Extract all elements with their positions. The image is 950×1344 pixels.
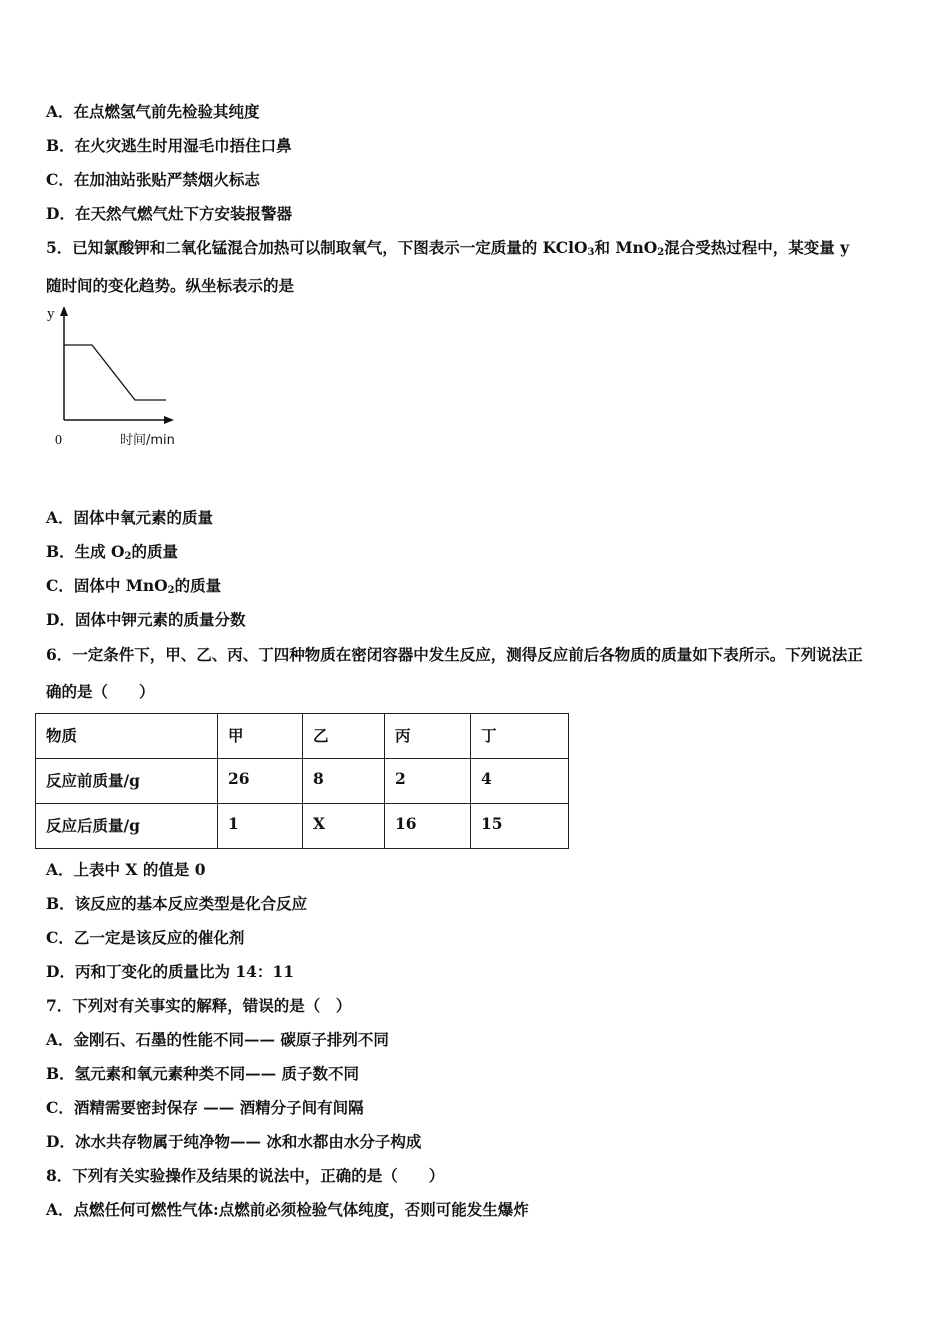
- table-cell: 物质: [36, 714, 218, 759]
- table-cell: 1: [218, 804, 303, 849]
- q5-option-d: D．固体中钾元素的质量分数: [46, 610, 246, 629]
- table-cell: 4: [471, 759, 569, 804]
- q4-option-c: C．在加油站张贴严禁烟火标志: [46, 170, 260, 189]
- q7-option-b: B．氢元素和氧元素种类不同—— 质子数不同: [46, 1064, 359, 1083]
- q7-option-c: C．酒精需要密封保存 —— 酒精分子间有间隔: [46, 1098, 364, 1117]
- table-cell: X: [303, 804, 385, 849]
- q4-option-b: B．在火灾逃生时用湿毛巾捂住口鼻: [46, 136, 292, 155]
- table-header-row: [36, 714, 569, 759]
- q7-option-d: D．冰水共存物属于纯净物—— 冰和水都由水分子构成: [46, 1132, 422, 1151]
- y-axis-label: y: [47, 306, 55, 322]
- table-row: [36, 804, 569, 849]
- q6-stem-line1: 6．一定条件下，甲、乙、丙、丁四种物质在密闭容器中发生反应，测得反应前后各物质的质量如下表所示。下列说法正: [46, 645, 863, 664]
- x-axis-label: 时间/min: [120, 433, 175, 448]
- q6-option-d: D．丙和丁变化的质量比为 14：11: [46, 962, 294, 981]
- origin-label: 0: [55, 433, 62, 448]
- table-row: [36, 759, 569, 804]
- q6-option-c: C．乙一定是该反应的催化剂: [46, 928, 245, 947]
- table-cell: 16: [385, 804, 471, 849]
- q5-option-b: B．生成 $O_2$的质量: [46, 542, 178, 562]
- table-cell: 乙: [303, 714, 385, 759]
- q8-option-a: A．点燃任何可燃性气体:点燃前必须检验气体纯度，否则可能发生爆炸: [46, 1200, 529, 1219]
- q6-option-b: B．该反应的基本反应类型是化合反应: [46, 894, 308, 913]
- table-cell: 15: [471, 804, 569, 849]
- table-cell: 2: [385, 759, 471, 804]
- q5-graph: [40, 300, 200, 450]
- table-cell: 丙: [385, 714, 471, 759]
- x-axis-arrow-icon: [164, 416, 174, 424]
- q4-option-a: A．在点燃氢气前先检验其纯度: [46, 102, 260, 121]
- table-cell: 反应前质量/g: [36, 759, 218, 804]
- q7-stem: 7．下列对有关事实的解释，错误的是（ ）: [46, 996, 352, 1015]
- q6-stem-line2: 确的是（ ）: [46, 682, 155, 701]
- mass-table: [35, 713, 569, 849]
- q5-stem-line1: 5．已知氯酸钾和二氧化锰混合加热可以制取氧气，下图表示一定质量的 KClO$_3$和 MnO$_2$混合受热过程中，某变量 y: [46, 238, 850, 258]
- q8-stem: 8．下列有关实验操作及结果的说法中，正确的是（ ）: [46, 1166, 445, 1185]
- table-cell: 26: [218, 759, 303, 804]
- q5-stem-line2: 随时间的变化趋势。纵坐标表示的是: [46, 276, 295, 295]
- q6-option-a: A．上表中 X 的值是 0: [46, 860, 206, 879]
- q5-option-c: C．固体中 MnO$_2$的质量: [46, 576, 222, 596]
- q7-option-a: A．金刚石、石墨的性能不同—— 碳原子排列不同: [46, 1030, 389, 1049]
- y-trend-line: [64, 345, 166, 400]
- q4-option-d: D．在天然气燃气灶下方安装报警器: [46, 204, 292, 223]
- table-cell: 8: [303, 759, 385, 804]
- y-axis-arrow-icon: [60, 306, 68, 316]
- table-cell: 丁: [471, 714, 569, 759]
- table-cell: 反应后质量/g: [36, 804, 218, 849]
- table-cell: 甲: [218, 714, 303, 759]
- q5-option-a: A．固体中氧元素的质量: [46, 508, 214, 527]
